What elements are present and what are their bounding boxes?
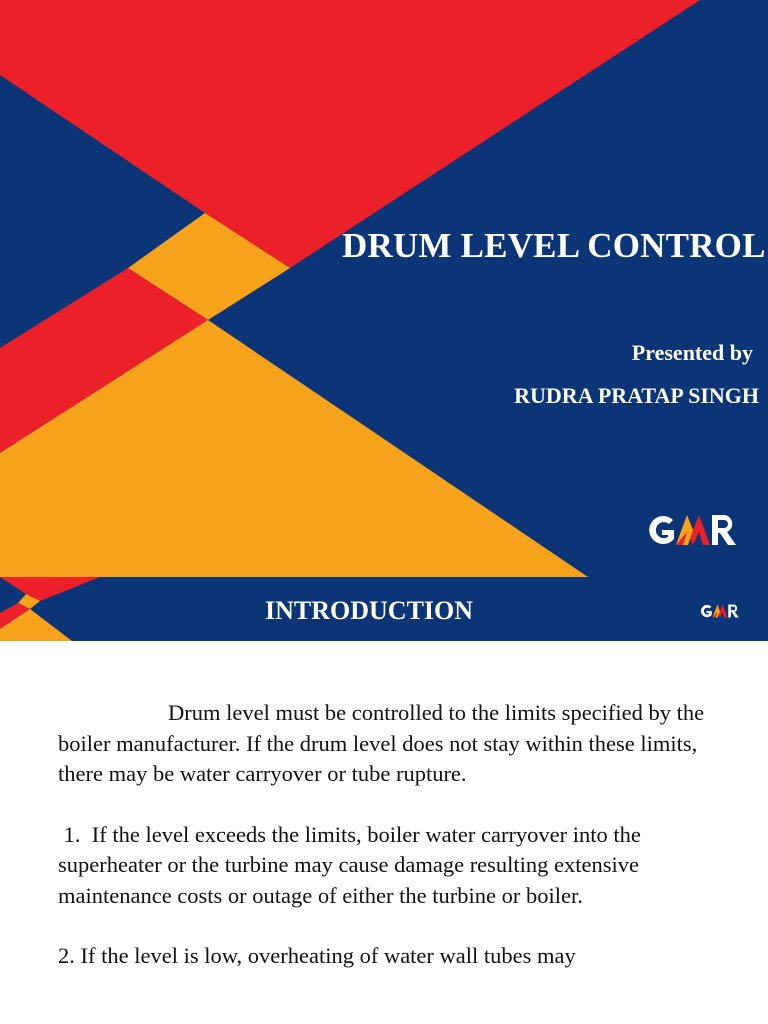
slide-title: DRUM LEVEL CONTROL [342,226,766,265]
list-item: 1. If the level exceeds the limits, boiler water carryover into the superheater or the turbine may cause damage resulting extensive maintenance costs or outage of either the turbine or boiler. [58,821,647,908]
gmr-logo [647,512,739,548]
presented-by-label: Presented by [631,340,753,365]
introduction-title: INTRODUCTION [265,596,474,625]
introduction-body [58,698,726,972]
intro-paragraph: Drum level must be controlled to the limits specified by the boiler manufacturer. If the drum level does not stay within these limits, there may be water carryover or tube rupture. [58,700,705,786]
presenter-name: RUDRA PRATAP SINGH [514,383,759,408]
introduction-header-bar [0,577,768,641]
list-item: 2. If the level is low, overheating of water wall tubes may [58,943,576,968]
gmr-logo-small [700,603,740,619]
